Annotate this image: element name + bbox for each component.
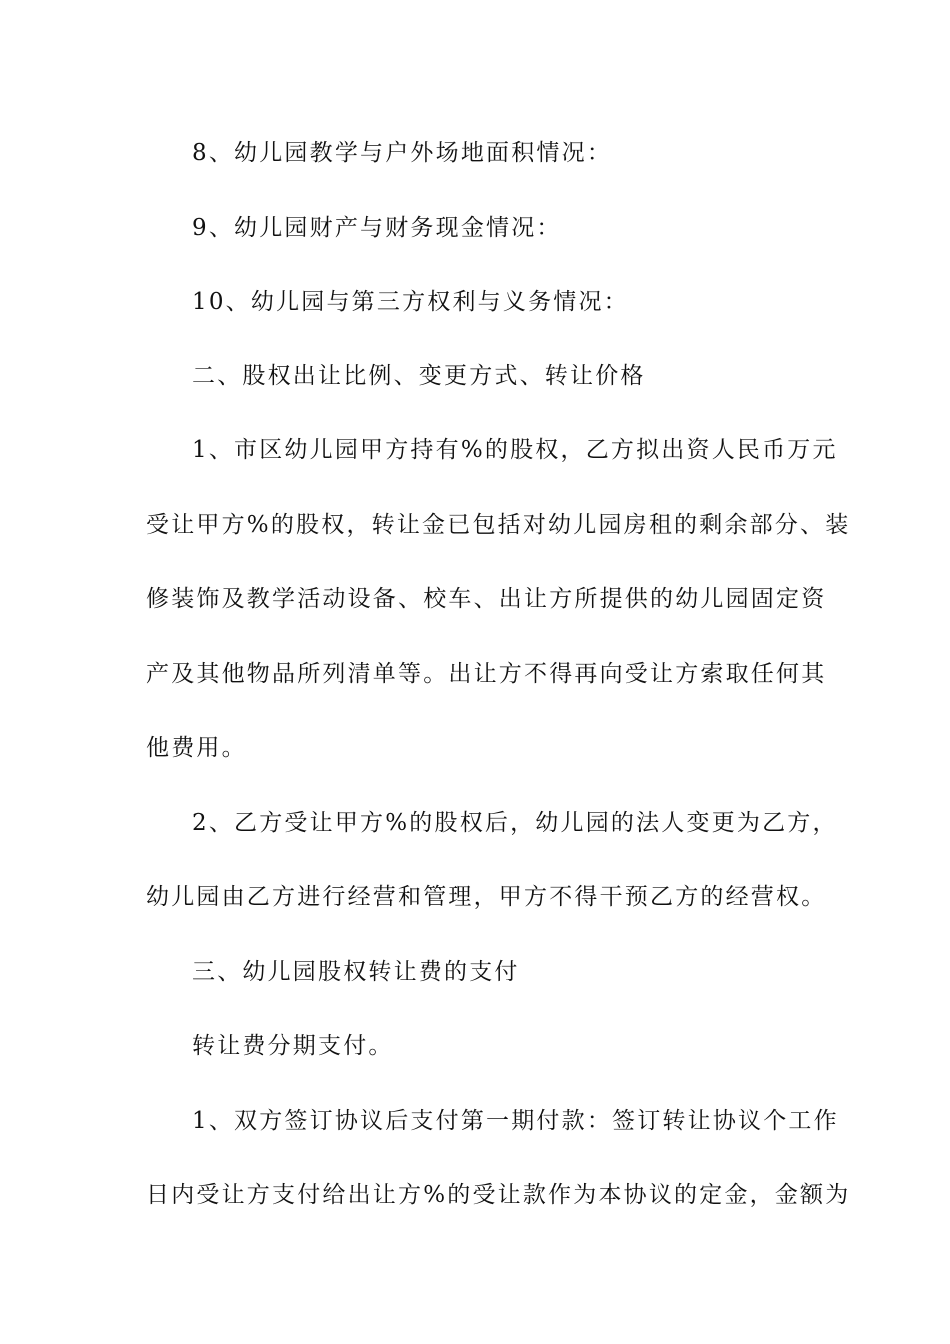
section-2-item-1-line-2: 受让甲方%的股权，转让金已包括对幼儿园房租的剩余部分、装 [146,512,851,538]
clause-9-property-finance: 9、幼儿园财产与财务现金情况： [192,215,562,241]
section-2-item-1-line-5: 他费用。 [146,735,247,761]
section-3-intro: 转让费分期支付。 [192,1033,394,1059]
clause-8-teaching-area: 8、幼儿园教学与户外场地面积情况： [192,140,613,166]
section-3-item-1-line-1: 1、双方签订协议后支付第一期付款：签订转让协议个工作 [192,1108,839,1134]
section-3-item-1-line-2: 日内受让方支付给出让方%的受让款作为本协议的定金，金额为 [146,1182,851,1208]
section-2-item-1-line-3: 修装饰及教学活动设备、校车、出让方所提供的幼儿园固定资 [146,586,827,612]
section-2-item-1-line-1: 1、市区幼儿园甲方持有%的股权，乙方拟出资人民币万元 [192,437,838,463]
section-2-item-1-line-4: 产及其他物品所列清单等。出让方不得再向受让方索取任何其 [146,661,827,687]
section-2-item-2-line-1: 2、乙方受让甲方%的股权后，幼儿园的法人变更为乙方， [192,810,838,836]
clause-10-third-party: 10、幼儿园与第三方权利与义务情况： [192,289,629,315]
section-2-heading: 二、股权出让比例、变更方式、转让价格 [192,363,646,389]
section-3-heading: 三、幼儿园股权转让费的支付 [192,959,520,985]
section-2-item-2-line-2: 幼儿园由乙方进行经营和管理，甲方不得干预乙方的经营权。 [146,884,827,910]
